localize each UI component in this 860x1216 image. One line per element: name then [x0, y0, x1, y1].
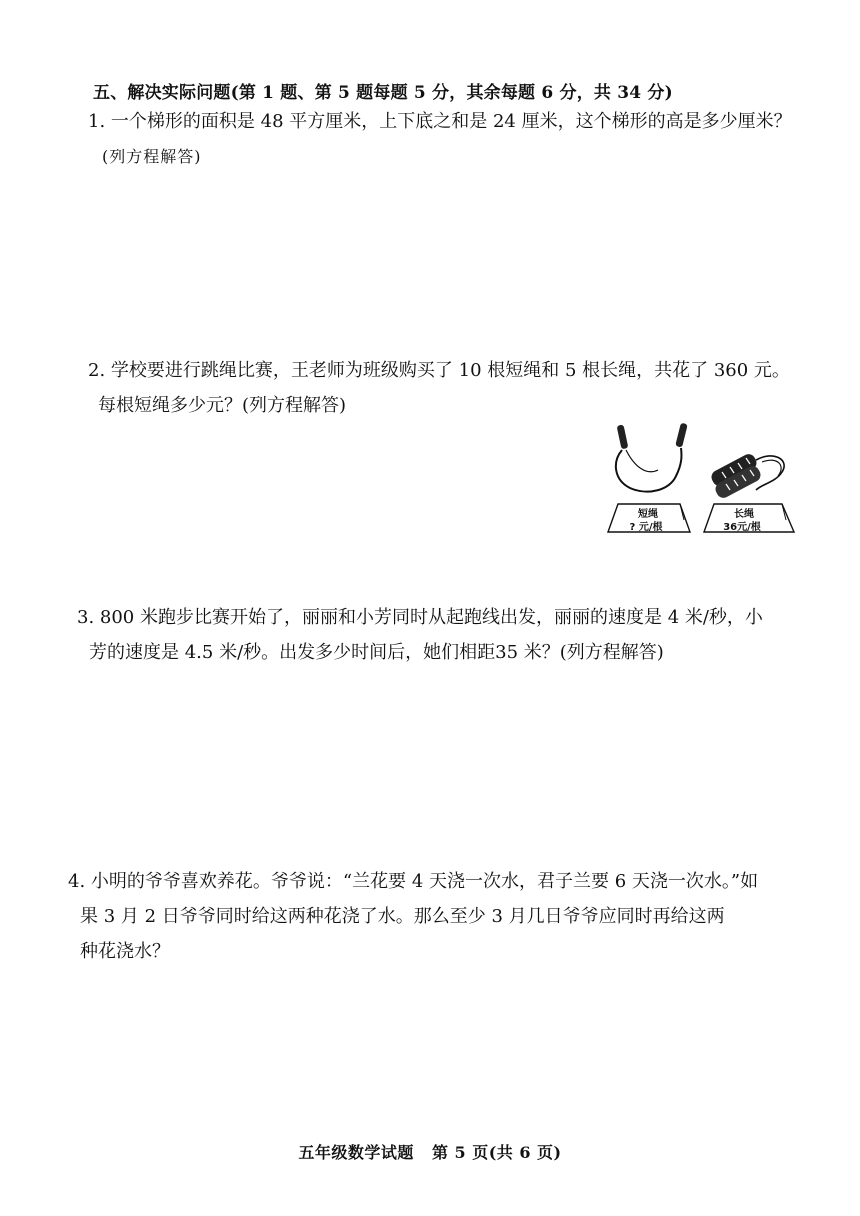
footer-subject: 五年级数学试题 [298, 1143, 414, 1162]
short-rope-price-tag [608, 504, 690, 533]
question-2 [88, 353, 790, 423]
question-1-line-2: (列方程解答) [102, 147, 202, 166]
question-1 [88, 104, 792, 174]
question-4 [68, 864, 758, 969]
short-rope-image [616, 423, 688, 492]
question-3-line-1: 3. 800 米跑步比赛开始了，丽丽和小芳同时从起跑线出发，丽丽的速度是 4 米/秒，小 [77, 607, 763, 628]
short-rope-price: ? 元/根 [629, 522, 663, 533]
question-4-line-1: 4. 小明的爷爷喜欢养花。爷爷说：“兰花要 4 天浇一次水，君子兰要 6 天浇一次水。”如 [68, 871, 759, 892]
long-rope-name: 长绳 [734, 509, 754, 520]
question-3 [77, 600, 763, 670]
long-rope-price: 36元/根 [723, 522, 761, 533]
question-1-line-1: 1. 一个梯形的面积是 48 平方厘米，上下底之和是 24 厘米，这个梯形的高是多少厘米？ [88, 111, 792, 132]
page-footer [0, 1140, 860, 1163]
footer-page-number: 第 5 页(共 6 页) [431, 1143, 562, 1162]
question-4-line-3: 种花浇水？ [80, 941, 170, 962]
jump-rope-illustration [606, 420, 802, 538]
question-4-line-2: 果 3 月 2 日爷爷同时给这两种花浇了水。那么至少 3 月几日爷爷应同时再给这两 [80, 906, 725, 927]
long-rope-price-tag [704, 504, 794, 533]
section-title: 五、解决实际问题(第 1 题、第 5 题每题 5 分，其余每题 6 分，共 34 分) [93, 83, 673, 103]
question-2-line-1: 2. 学校要进行跳绳比赛，王老师为班级购买了 10 根短绳和 5 根长绳，共花了 360 元。 [88, 360, 790, 381]
jump-rope-figure [606, 420, 802, 538]
long-rope-image [709, 452, 784, 501]
short-rope-name: 短绳 [638, 509, 658, 520]
question-2-line-2: 每根短绳多少元？(列方程解答) [98, 395, 347, 416]
question-3-line-2: 芳的速度是 4.5 米/秒。出发多少时间后，她们相距35 米？(列方程解答) [89, 642, 664, 663]
